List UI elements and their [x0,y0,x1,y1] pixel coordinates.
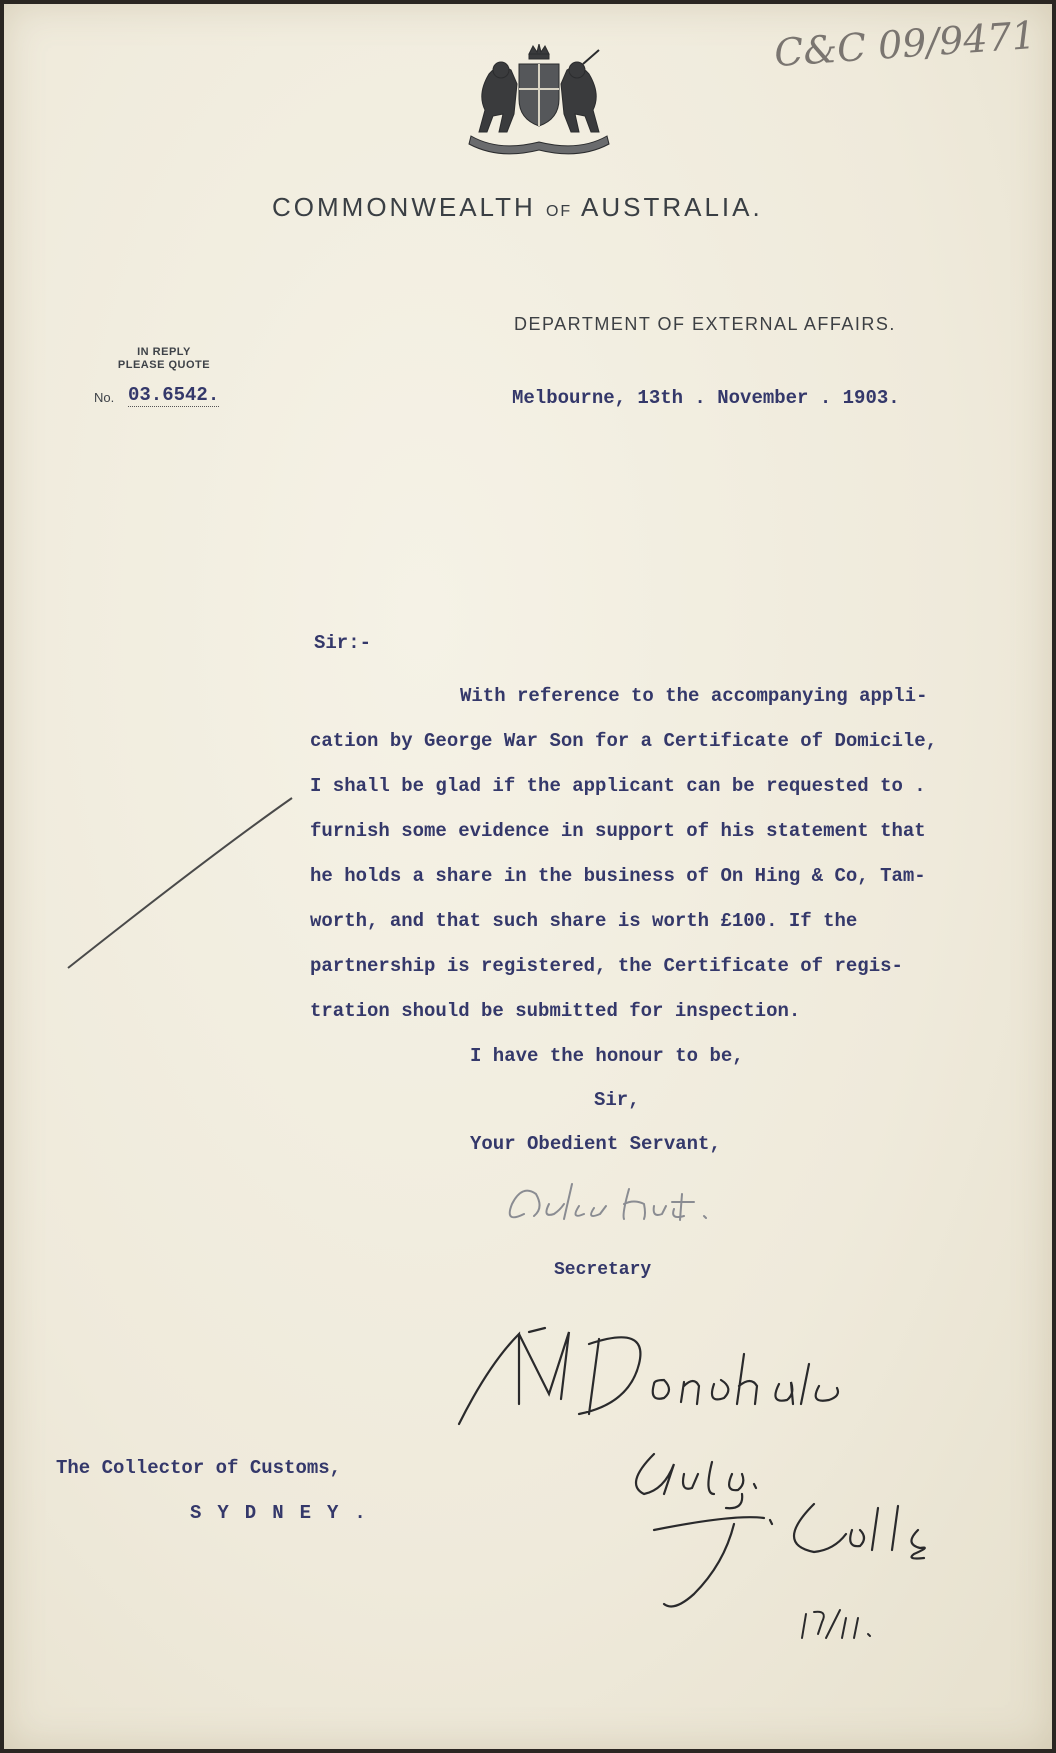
reply-label-line2: PLEASE QUOTE [117,359,211,371]
country-heading-of: OF [545,203,573,220]
reply-label [104,346,224,372]
letter-page [4,4,1052,1749]
secretary-signature [494,1164,724,1244]
coat-of-arms-icon [459,44,619,159]
reply-number: 03.6542. [128,384,220,406]
reply-label-line1: IN REPLY [137,346,191,358]
recipient-line2: SYDNEY. [190,1502,382,1524]
body-line: cation by George War Son for a Certificate of Domicile, [310,730,938,752]
reply-number-label: No. [94,390,115,405]
body-line: furnish some evidence in support of his statement that [310,820,926,842]
body-line: I shall be glad if the applicant can be requested to . [310,775,926,797]
country-heading-left: COMMONWEALTH [272,192,536,222]
body-line: partnership is registered, the Certificate of regis- [310,955,903,977]
country-heading [272,192,763,223]
closing-line1: I have the honour to be, [470,1045,744,1067]
secretary-title: Secretary [554,1260,652,1280]
closing-line3: Your Obedient Servant, [470,1133,721,1155]
letter-body [310,674,937,1034]
department-heading: DEPARTMENT OF EXTERNAL AFFAIRS. [514,314,896,334]
recipient-line1: The Collector of Customs, [56,1457,342,1479]
body-line: tration should be submitted for inspection. [310,1000,801,1022]
actg-colls-signature [614,1434,974,1644]
country-heading-right: AUSTRALIA. [580,192,763,222]
body-line: worth, and that such share is worth £100. If the [310,910,858,932]
body-line: he holds a share in the business of On Hing & Co, Tam- [310,865,926,887]
salutation: Sir:- [314,632,372,654]
closing-line2: Sir, [594,1089,640,1111]
file-reference-handwritten: C&C 09/9471 [772,12,1038,76]
date-line: Melbourne, 13th . November . 1903. [512,387,900,409]
donohoe-signature [449,1324,929,1434]
closing [470,1034,744,1166]
margin-pencil-stroke [62,794,302,974]
body-line: With reference to the accompanying appli- [460,685,928,707]
